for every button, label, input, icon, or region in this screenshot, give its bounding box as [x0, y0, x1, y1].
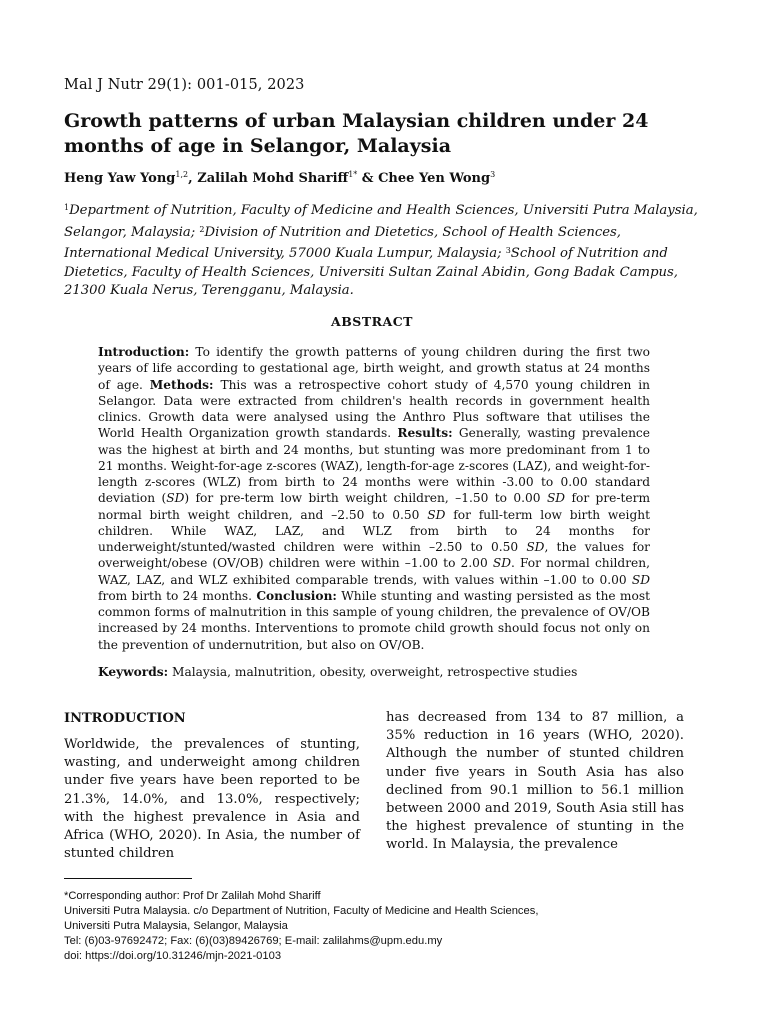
author-name: Zalilah Mohd Shariff [197, 171, 349, 186]
affiliation-item: Division of Nutrition and Dietetics, School of Health Sciences, International Medical University, 57000 Kuala Lumpur, Malaysia; [64, 224, 622, 262]
footnote-line: Universiti Putra Malaysia, Selangor, Malaysia [64, 920, 288, 932]
affiliation-item: Department of Nutrition, Faculty of Medicine and Health Sciences, Universiti Putra Malaysia, Selangor, Malaysia; [64, 203, 698, 240]
author-affiliation-marker: 1,2 [175, 170, 189, 179]
affiliations: $^1$Department of Nutrition, Faculty of Medicine and Health Sciences, Universiti Putra Malaysia, Selangor, Malaysia; $^2$Division of Nutrition and Dietetics, School of Health Sciences, International Medical University, 57000 Kuala Lumpur, Malaysia; $^3$School of Nutrition and Dietetics, Faculty of Health Sciences, Universiti Sultan Zainal Abidin, Gong Badak Campus, 21300 Kuala Nerus, Terengganu, Malaysia. [64, 203, 698, 299]
footnote-doi: doi: https://doi.org/10.31246/mjn-2021-0103 [64, 950, 282, 962]
introduction-column-left: Worldwide, the prevalences of stunting, wasting, and underweight among children under five years have been reported to be 21.3%, 14.0%, and 13.0%, respectively; with the highest prevalence in Asia and Africa (WHO, 2020). In Asia, the number of stunted children [64, 737, 360, 862]
corresponding-author-footnote [64, 889, 724, 964]
introduction-column-right: has decreased from 134 to 87 million, a 35% reduction in 16 years (WHO, 2020). Although the number of stunted children under five years in South Asia has also declined from 90.1 million to 56.1 million between 2000 and 2019, South Asia still has the highest prevalence of stunting in the world. In Malaysia, the prevalence [386, 710, 684, 853]
abstract-heading: ABSTRACT [331, 314, 413, 329]
author-name: Heng Yaw Yong [64, 171, 176, 186]
footnote-line: Universiti Putra Malaysia. c/o Department of Nutrition, Faculty of Medicine and Health Sciences, [64, 905, 539, 917]
author-affiliation-marker: 3 [490, 170, 496, 179]
keywords [98, 665, 577, 679]
keywords-list: Malaysia, malnutrition, obesity, overweight, retrospective studies [168, 665, 578, 679]
author-name: Chee Yen Wong [378, 171, 491, 186]
footnote-contact: Tel: (6)03-97692472; Fax: (6)(03)89426769; E-mail: zalilahms@upm.edu.my [64, 935, 443, 947]
keywords-label: Keywords: [98, 665, 169, 679]
footnote-line: *Corresponding author: Prof Dr Zalilah Mohd Shariff [64, 890, 321, 902]
affiliation-item: School of Nutrition and Dietetics, Faculty of Health Sciences, Universiti Sultan Zainal Abidin, Gong Badak Campus, 21300 Kuala Nerus, Terengganu, Malaysia. [64, 246, 678, 299]
introduction-heading: INTRODUCTION [64, 711, 186, 726]
abstract-body: Introduction: To identify the growth patterns of young children during the first two years of life according to gestational age, birth weight, and growth status at 24 months of age. Methods: This was a retrospective cohort study of 4,570 young children in Selangor. Data were extracted from children's health records in government health clinics. Growth data were analysed using the Anthro Plus software that utilises the World Health Organization growth standards. Results: Generally, wasting prevalence was the highest at birth and 24 months, but stunting was more predominant from 1 to 21 months. Weight-for-age z-scores (WAZ), length-for-age z-scores (LAZ), and weight-for-length z-scores (WLZ) from birth to 24 months were within -3.00 to 0.00 standard deviation (SD) for pre-term low birth weight children, –1.50 to 0.00 SD for pre-term normal birth weight children, and –2.50 to 0.50 SD for full-term low birth weight children. While WAZ, LAZ, and WLZ from birth to 24 months for underweight/stunted/wasted children were within –2.50 to 0.50 SD, the values for overweight/obese (OV/OB) children were within –1.00 to 2.00 SD. For normal children, WAZ, LAZ, and WLZ exhibited comparable trends, with values within –1.00 to 0.00 SD from birth to 24 months. Conclusion: While stunting and wasting persisted as the most common forms of malnutrition in this sample of young children, the prevalence of OV/OB increased by 24 months. Interventions to promote child growth should focus not only on the prevention of undernutrition, but also on OV/OB. [98, 345, 651, 652]
footnote-divider [64, 878, 192, 879]
paper-title: Growth patterns of urban Malaysian children under 24 months of age in Selangor, Malaysia [64, 110, 649, 157]
journal-reference: Mal J Nutr 29(1): 001-015, 2023 [64, 77, 305, 93]
author-affiliation-marker: 1* [348, 170, 358, 179]
author-list: Heng Yaw Yong$^{1,2}$, Zalilah Mohd Shariff$^{1*}$ & Chee Yen Wong$^3$ [64, 170, 496, 186]
